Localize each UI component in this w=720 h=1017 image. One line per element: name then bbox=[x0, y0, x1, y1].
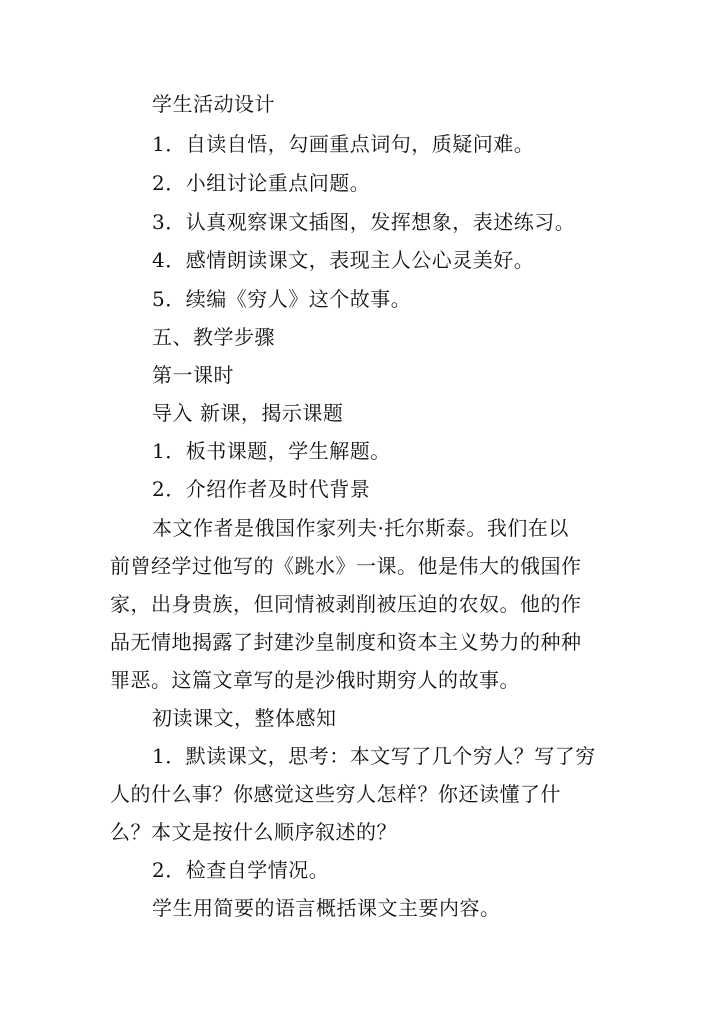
paragraph-line: 家，出身贵族，但同情被剥削被压迫的农奴。他的作 bbox=[110, 592, 582, 616]
list-item: 2．检查自学情况。 bbox=[152, 858, 330, 882]
list-item: 1．自读自悟，勾画重点词句，质疑问难。 bbox=[152, 132, 535, 156]
section-heading-student-activities: 学生活动设计 bbox=[152, 92, 275, 116]
subheading-first-lesson: 第一课时 bbox=[152, 363, 234, 387]
paragraph-line: 前曾经学过他写的《跳水》一课。他是伟大的俄国作 bbox=[110, 554, 582, 578]
list-item: 5．续编《穷人》这个故事。 bbox=[152, 287, 412, 311]
paragraph-line: 品无情地揭露了封建沙皇制度和资本主义势力的种种 bbox=[110, 630, 582, 654]
list-item: 1．板书课题，学生解题。 bbox=[152, 439, 391, 463]
list-item: 4．感情朗读课文，表现主人公心灵美好。 bbox=[152, 248, 535, 272]
list-item: 2．介绍作者及时代背景 bbox=[152, 477, 371, 501]
section-heading-teaching-steps: 五、教学步骤 bbox=[152, 325, 275, 349]
paragraph-line: 人的什么事？你感觉这些穷人怎样？你还读懂了什 bbox=[110, 782, 561, 806]
paragraph-line: 么？本文是按什么顺序叙述的？ bbox=[110, 820, 397, 844]
paragraph-line: 罪恶。这篇文章写的是沙俄时期穷人的故事。 bbox=[110, 668, 520, 692]
paragraph-line: 本文作者是俄国作家列夫·托尔斯泰。我们在以 bbox=[152, 516, 569, 540]
list-item: 3．认真观察课文插图，发挥想象，表述练习。 bbox=[152, 210, 576, 234]
subheading-first-reading: 初读课文，整体感知 bbox=[152, 706, 337, 730]
paragraph-line: 学生用简要的语言概括课文主要内容。 bbox=[152, 896, 501, 920]
list-item: 2．小组讨论重点问题。 bbox=[152, 171, 371, 195]
subheading-introduction: 导入 新课，揭示课题 bbox=[152, 401, 344, 425]
list-item: 1．默读课文，思考：本文写了几个穷人？写了穷 bbox=[152, 744, 596, 768]
